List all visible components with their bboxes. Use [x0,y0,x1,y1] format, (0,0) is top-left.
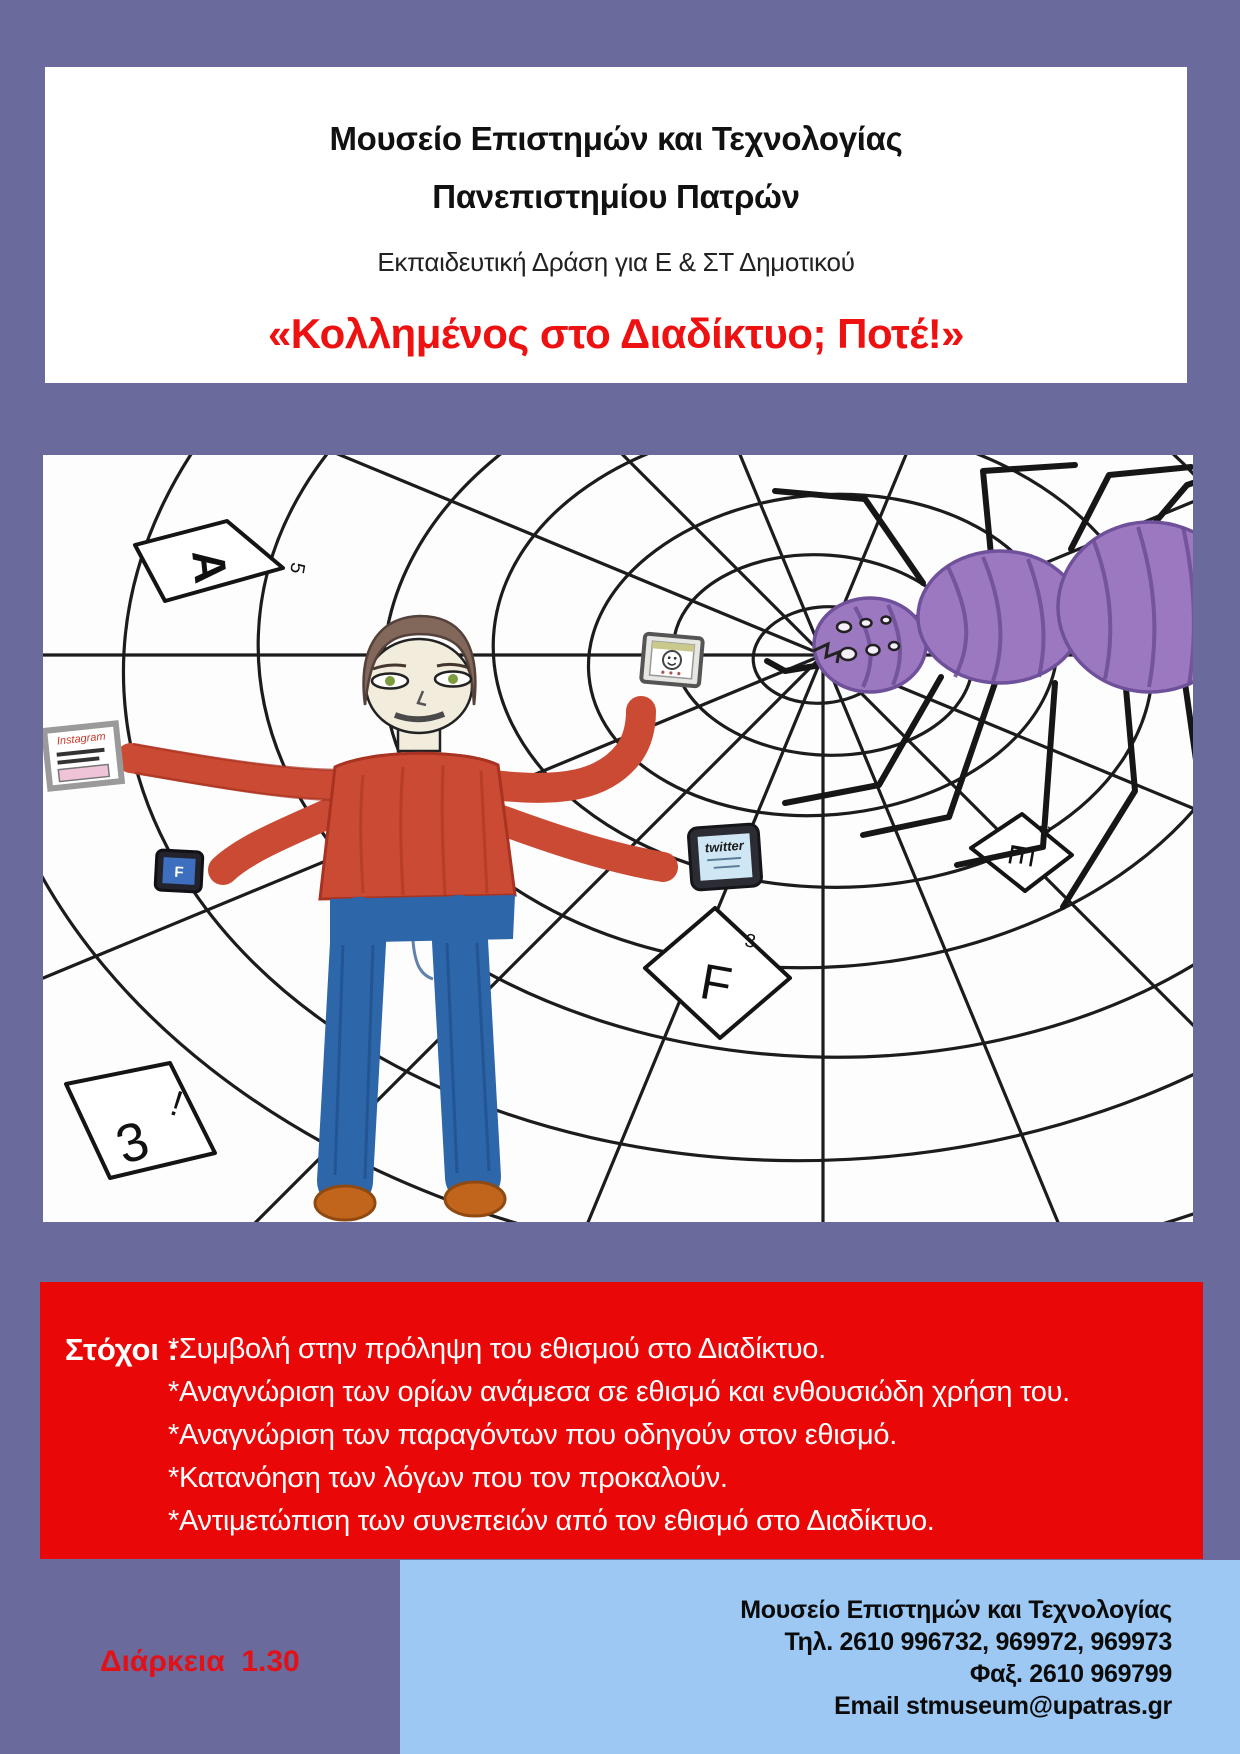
paper-3-bang: ! [165,1082,188,1125]
objective-item: *Συμβολή στην πρόληψη του εθισμού στο Διαδίκτυο. [168,1333,826,1365]
twitter-label: twitter [704,837,745,856]
right-shoe [445,1182,505,1216]
contact-email: Email stmuseum@upatras.gr [834,1692,1172,1720]
contact-name: Μουσείο Επιστημών και Τεχνολογίας [740,1596,1172,1624]
paper-3-digit: 3 [108,1109,156,1177]
objective-item: *Κατανόηση των λόγων που τον προκαλούν. [168,1462,728,1494]
face-device-icon [641,634,703,687]
duration-label: Διάρκεια 1.30 [100,1645,300,1678]
header-subtitle: Εκπαιδευτική Δράση για Ε & ΣΤ Δημοτικού [377,247,855,277]
header-box [45,67,1187,383]
objective-item: *Αναγνώριση των ορίων ανάμεσα σε εθισμό και ενθουσιώδη χρήση του. [168,1376,1070,1408]
paper-f-letter: F [696,953,736,1014]
facebook-label: F [173,863,184,882]
objectives-heading: Στόχοι : [65,1332,178,1367]
web-drawing-illustration [43,455,1193,1222]
left-shoe [315,1186,375,1220]
paper-a-letter: A [182,547,238,586]
museum-title-line1: Μουσείο Επιστημών και Τεχνολογίας [329,120,903,157]
objective-item: *Αντιμετώπιση των συνεπειών από τον εθισμό στο Διαδίκτυο. [168,1505,935,1537]
objective-item: *Αναγνώριση των παραγόντων που οδηγούν στον εθισμό. [168,1419,897,1451]
contact-box [400,1560,1240,1754]
paper-e-letter: E [1000,840,1042,870]
twitter-phone-icon [688,824,762,891]
instagram-card-icon [44,723,122,788]
contact-phone: Τηλ. 2610 996732, 969972, 969973 [784,1628,1172,1656]
objectives-list [168,1328,1070,1543]
header-slogan: «Κολλημένος στο Διαδίκτυο; Ποτέ!» [267,310,965,357]
objectives-box [40,1282,1203,1559]
paper-e-sup: 2 [1035,824,1054,835]
contact-fax: Φαξ. 2610 969799 [969,1660,1172,1688]
paper-a-side-digit: 5 [285,560,309,576]
museum-title-line2: Πανεπιστημίου Πατρών [432,178,800,215]
instagram-label: Instagram [56,730,107,748]
facebook-device-icon [155,850,203,892]
paper-f-sup: 3 [742,930,758,953]
